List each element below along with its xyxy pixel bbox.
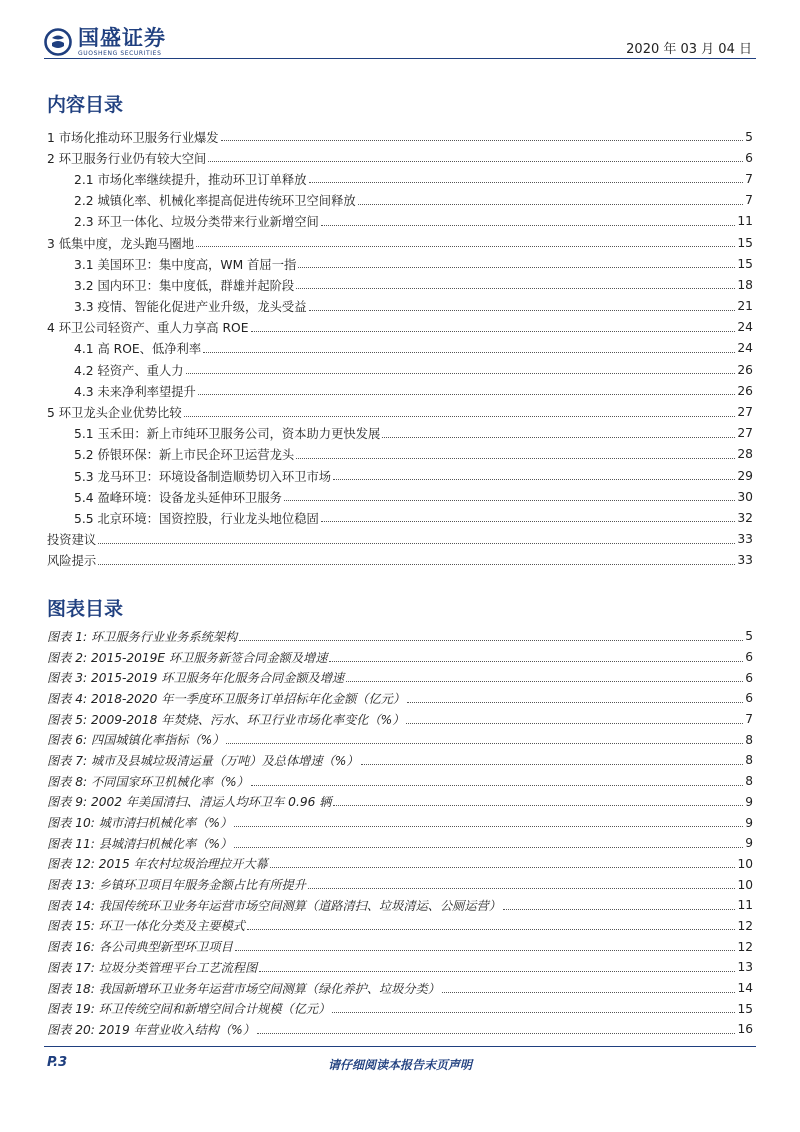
dot-leader xyxy=(208,161,743,162)
figure-entry-page: 8 xyxy=(745,774,753,789)
toc-entry-page: 28 xyxy=(737,447,753,462)
toc-entry-title: 投资建议 xyxy=(47,533,97,548)
toc-entry-title: 2.3 环卫一体化、垃圾分类带来行业新增空间 xyxy=(74,215,319,230)
toc-entry[interactable] xyxy=(47,253,753,274)
toc-entry-page: 27 xyxy=(737,405,753,420)
dot-leader xyxy=(298,267,735,268)
figure-entry[interactable] xyxy=(47,874,753,895)
figure-entry-page: 10 xyxy=(737,877,753,892)
figure-entry-page: 15 xyxy=(737,1001,753,1016)
toc-entry-page: 24 xyxy=(737,341,753,356)
dot-leader xyxy=(333,479,735,480)
figure-entry[interactable] xyxy=(47,895,753,916)
figure-entry[interactable] xyxy=(47,957,753,978)
figure-entry[interactable] xyxy=(47,936,753,957)
dot-leader xyxy=(309,182,744,183)
figure-entry[interactable] xyxy=(47,729,753,750)
toc-entry[interactable] xyxy=(47,359,753,380)
dot-leader xyxy=(251,331,736,332)
figure-entry-page: 6 xyxy=(745,691,753,706)
toc-entry[interactable] xyxy=(47,317,753,338)
toc-entry-page: 7 xyxy=(745,171,753,186)
toc-entry-title: 风险提示 xyxy=(47,554,97,569)
figure-entry-title: 图表 4: 2018-2020 年一季度环卫服务订单招标年化金额（亿元） xyxy=(47,691,406,706)
figure-entry-page: 13 xyxy=(737,960,753,975)
toc-entry[interactable] xyxy=(47,507,753,528)
dot-leader xyxy=(361,764,744,765)
toc-entry-title: 5.5 北京环境：国资控股，行业龙头地位稳固 xyxy=(74,511,319,526)
footer-divider xyxy=(44,1046,756,1047)
figure-entry-page: 9 xyxy=(745,836,753,851)
toc-entry[interactable] xyxy=(47,147,753,168)
toc-entry-page: 29 xyxy=(737,468,753,483)
dot-leader xyxy=(259,971,735,972)
toc-entry-page: 21 xyxy=(737,299,753,314)
figure-entry-page: 11 xyxy=(737,898,753,913)
toc-entry[interactable] xyxy=(47,444,753,465)
toc-entry-page: 33 xyxy=(737,553,753,568)
figure-entry[interactable] xyxy=(47,792,753,813)
toc-entry[interactable] xyxy=(47,168,753,189)
toc-entry-page: 11 xyxy=(737,214,753,229)
toc-entry-title: 4 环卫公司轻资产、重人力享高 ROE xyxy=(47,321,249,336)
header-divider xyxy=(44,58,756,59)
toc-entry-page: 26 xyxy=(737,362,753,377)
figure-entry[interactable] xyxy=(47,978,753,999)
dot-leader xyxy=(309,310,736,311)
dot-leader xyxy=(239,640,743,641)
figure-entry-title: 图表 2: 2015-2019E 环卫服务新签合同金额及增速 xyxy=(47,650,328,665)
dot-leader xyxy=(234,847,743,848)
figure-entry-title: 图表 7: 城市及县城垃圾清运量（万吨）及总体增速（%） xyxy=(47,753,359,768)
dot-leader xyxy=(308,888,736,889)
toc-entry[interactable] xyxy=(47,190,753,211)
dot-leader xyxy=(234,826,743,827)
figure-entry-page: 5 xyxy=(745,629,753,644)
dot-leader xyxy=(284,500,735,501)
figure-entry-title: 图表 8: 不同国家环卫机械化率（%） xyxy=(47,774,249,789)
dot-leader xyxy=(257,1033,736,1034)
figure-entry[interactable] xyxy=(47,647,753,668)
toc-entry-title: 5.3 龙马环卫：环境设备制造顺势切入环卫市场 xyxy=(74,469,332,484)
dot-leader xyxy=(296,458,735,459)
toc-entry-page: 32 xyxy=(737,510,753,525)
toc-entry[interactable] xyxy=(47,296,753,317)
figure-entry-title: 图表 17: 垃圾分类管理平台工艺流程图 xyxy=(47,960,258,975)
figure-entry-title: 图表 12: 2015 年农村垃圾治理拉开大幕 xyxy=(47,857,268,872)
toc-entry-title: 3.3 疫情、智能化促进产业升级，龙头受益 xyxy=(74,300,307,315)
figure-entry[interactable] xyxy=(47,854,753,875)
figure-entry-title: 图表 14: 我国传统环卫业务年运营市场空间测算（道路清扫、垃圾清运、公厕运营） xyxy=(47,898,501,913)
figure-entry-title: 图表 1: 环卫服务行业业务系统架构 xyxy=(47,629,238,644)
dot-leader xyxy=(333,805,743,806)
toc-entry-page: 18 xyxy=(737,277,753,292)
dot-leader xyxy=(358,204,743,205)
toc-entry[interactable] xyxy=(47,529,753,550)
figure-entry[interactable] xyxy=(47,667,753,688)
toc-title: 内容目录 xyxy=(47,94,124,116)
figure-entry-title: 图表 3: 2015-2019 环卫服务年化服务合同金额及增速 xyxy=(47,671,345,686)
toc-entry-page: 30 xyxy=(737,489,753,504)
toc-entry-page: 15 xyxy=(737,256,753,271)
dot-leader xyxy=(251,785,743,786)
company-logo xyxy=(44,26,224,58)
figure-entry-page: 8 xyxy=(745,753,753,768)
dot-leader xyxy=(407,702,743,703)
dot-leader xyxy=(186,373,736,374)
dot-leader xyxy=(332,1012,735,1013)
toc-entry[interactable] xyxy=(47,211,753,232)
toc-entry-page: 7 xyxy=(745,193,753,208)
dot-leader xyxy=(198,394,736,395)
figure-entry-page: 10 xyxy=(737,856,753,871)
figure-entry[interactable] xyxy=(47,998,753,1019)
toc-entry[interactable] xyxy=(47,380,753,401)
figure-list-title: 图表目录 xyxy=(47,598,124,620)
figure-entry-page: 12 xyxy=(737,918,753,933)
figure-entry-title: 图表 19: 环卫传统空间和新增空间合计规模（亿元） xyxy=(47,1002,331,1017)
dot-leader xyxy=(270,867,736,868)
figure-entry-page: 8 xyxy=(745,732,753,747)
toc-entry-page: 26 xyxy=(737,383,753,398)
figure-entry[interactable] xyxy=(47,833,753,854)
toc-entry[interactable] xyxy=(47,126,753,147)
figure-entry-page: 9 xyxy=(745,794,753,809)
dot-leader xyxy=(321,521,736,522)
figure-entry-page: 12 xyxy=(737,939,753,954)
figure-entry-page: 6 xyxy=(745,650,753,665)
disclaimer-text: 请仔细阅读本报告末页声明 xyxy=(327,1058,472,1072)
toc-entry[interactable] xyxy=(47,232,753,253)
toc-entry-title: 2.2 城镇化率、机械化率提高促进传统环卫空间释放 xyxy=(74,194,356,209)
figure-entry-title: 图表 11: 县城清扫机械化率（%） xyxy=(47,836,233,851)
figure-entry[interactable] xyxy=(47,709,753,730)
dot-leader xyxy=(329,661,743,662)
toc-entry[interactable] xyxy=(47,423,753,444)
figure-entry-page: 7 xyxy=(745,712,753,727)
toc-entry-title: 1 市场化推动环卫服务行业爆发 xyxy=(47,130,219,145)
figure-entry-page: 6 xyxy=(745,670,753,685)
figure-entry-title: 图表 20: 2019 年营业收入结构（%） xyxy=(47,1022,255,1037)
guosheng-logo-icon xyxy=(44,28,72,56)
toc-entry-title: 2.1 市场化率继续提升，推动环卫订单释放 xyxy=(74,172,307,187)
toc-entry-page: 33 xyxy=(737,532,753,547)
dot-leader xyxy=(382,437,735,438)
figure-entry[interactable] xyxy=(47,750,753,771)
figure-entry-title: 图表 6: 四国城镇化率指标（%） xyxy=(47,733,225,748)
toc-entry-title: 3.2 国内环卫：集中度低，群雄并起阶段 xyxy=(74,278,295,293)
toc-entry-title: 4.1 高 ROE、低净利率 xyxy=(74,342,202,357)
figure-entry[interactable] xyxy=(47,916,753,937)
toc-entry-page: 5 xyxy=(745,129,753,144)
toc-entry[interactable] xyxy=(47,338,753,359)
toc-entry-title: 4.3 未来净利率望提升 xyxy=(74,384,196,399)
page-header xyxy=(0,0,800,62)
dot-leader xyxy=(221,140,744,141)
toc-entry-title: 5.2 侨银环保：新上市民企环卫运营龙头 xyxy=(74,448,295,463)
toc-entry-page: 24 xyxy=(737,320,753,335)
dot-leader xyxy=(235,950,736,951)
figure-entry-title: 图表 10: 城市清扫机械化率（%） xyxy=(47,816,233,831)
dot-leader xyxy=(226,743,743,744)
figure-entry-title: 图表 18: 我国新增环卫业务年运营市场空间测算（绿化养护、垃圾分类） xyxy=(47,981,440,996)
dot-leader xyxy=(203,352,735,353)
report-date: 2020 年 03 月 04 日 xyxy=(626,42,752,57)
table-of-contents xyxy=(47,126,753,571)
toc-entry-title: 4.2 轻资产、重人力 xyxy=(74,363,184,378)
figure-entry[interactable] xyxy=(47,812,753,833)
figure-list xyxy=(47,626,753,1040)
logo-english-name: GUOSHENG SECURITIES xyxy=(78,49,162,57)
figure-entry-title: 图表 16: 各公司典型新型环卫项目 xyxy=(47,940,233,955)
dot-leader xyxy=(247,929,735,930)
figure-entry-title: 图表 13: 乡镇环卫项目年服务金额占比有所提升 xyxy=(47,878,306,893)
toc-entry-title: 3.1 美国环卫：集中度高，WM 首屈一指 xyxy=(74,257,297,272)
dot-leader xyxy=(442,992,735,993)
toc-entry-page: 27 xyxy=(737,426,753,441)
toc-entry-title: 3 低集中度，龙头跑马圈地 xyxy=(47,236,194,251)
dot-leader xyxy=(296,288,735,289)
figure-entry[interactable] xyxy=(47,1019,753,1040)
figure-entry-page: 9 xyxy=(745,815,753,830)
dot-leader xyxy=(346,681,743,682)
dot-leader xyxy=(503,909,736,910)
toc-entry[interactable] xyxy=(47,401,753,422)
dot-leader xyxy=(196,246,735,247)
toc-entry-page: 6 xyxy=(745,150,753,165)
toc-entry-title: 5.4 盈峰环境：设备龙头延伸环卫服务 xyxy=(74,490,282,505)
logo-chinese-name: 国盛证券 xyxy=(78,25,166,50)
toc-entry-title: 5 环卫龙头企业优势比较 xyxy=(47,406,182,421)
toc-entry-title: 2 环卫服务行业仍有较大空间 xyxy=(47,151,207,166)
page-number: P.3 xyxy=(47,1055,68,1070)
figure-entry-page: 14 xyxy=(737,981,753,996)
toc-entry-page: 15 xyxy=(737,235,753,250)
dot-leader xyxy=(406,723,743,724)
toc-entry[interactable] xyxy=(47,274,753,295)
figure-entry-title: 图表 15: 环卫一体化分类及主要模式 xyxy=(47,919,245,934)
figure-entry[interactable] xyxy=(47,688,753,709)
dot-leader xyxy=(98,564,735,565)
dot-leader xyxy=(98,543,735,544)
figure-entry[interactable] xyxy=(47,771,753,792)
figure-entry-title: 图表 5: 2009-2018 年焚烧、污水、环卫行业市场化率变化（%） xyxy=(47,712,405,727)
dot-leader xyxy=(321,225,736,226)
toc-entry-title: 5.1 玉禾田：新上市纯环卫服务公司，资本助力更快发展 xyxy=(74,427,381,442)
toc-entry[interactable] xyxy=(47,486,753,507)
figure-entry-title: 图表 9: 2002 年美国清扫、清运人均环卫车 0.96 辆 xyxy=(47,795,332,810)
figure-entry-page: 16 xyxy=(737,1022,753,1037)
toc-entry[interactable] xyxy=(47,550,753,571)
dot-leader xyxy=(184,416,736,417)
toc-entry[interactable] xyxy=(47,465,753,486)
figure-entry[interactable] xyxy=(47,626,753,647)
